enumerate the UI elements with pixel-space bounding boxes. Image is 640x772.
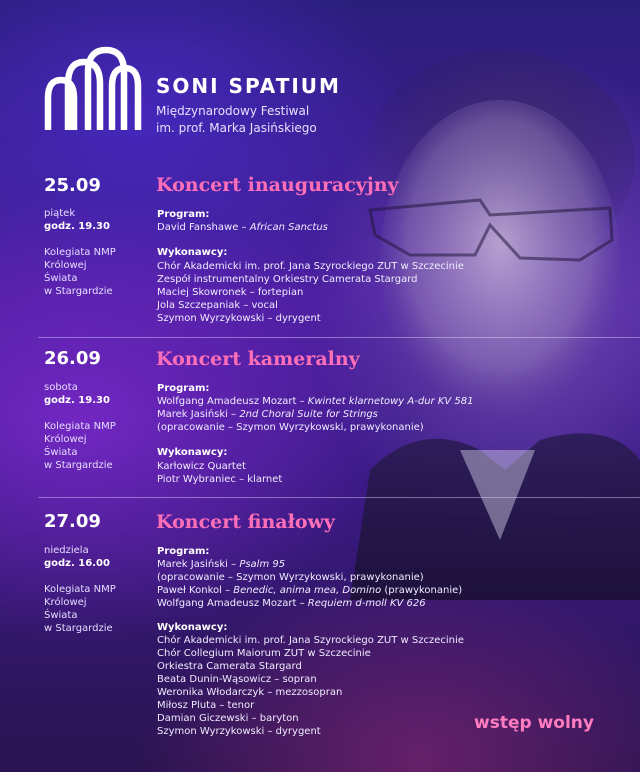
venue-line: Królowej <box>44 597 87 608</box>
performer-item: Jola Szczepaniak – vocal <box>157 300 278 311</box>
section-divider <box>38 337 640 338</box>
performer-item: Damian Giczewski – baryton <box>157 713 299 724</box>
program-label: Program: <box>157 383 210 394</box>
concert-date: 25.09 <box>44 175 101 196</box>
performers-label: Wykonawcy: <box>157 622 228 633</box>
program-item: Marek Jasiński – Psalm 95 <box>157 559 286 570</box>
program-label: Program: <box>157 209 210 220</box>
performers-list <box>157 260 464 325</box>
festival-subtitle <box>156 103 317 137</box>
performer-item: Zespół instrumentalny Orkiestry Camerata Stargard <box>157 274 418 285</box>
performer-item: Chór Akademicki im. prof. Jana Szyrockiego ZUT w Szczecinie <box>157 261 464 272</box>
concert-title: Koncert kameralny <box>156 348 360 370</box>
concert-day: sobota <box>44 382 78 393</box>
performer-item: Piotr Wybraniec – klarnet <box>157 474 283 485</box>
performers-label: Wykonawcy: <box>157 247 228 258</box>
festival-title: SONI SPATIUM <box>156 74 341 98</box>
section-divider <box>38 497 640 498</box>
concert-time: godz. 16.00 <box>44 558 110 569</box>
festival-logo <box>44 46 142 132</box>
program-list <box>157 221 328 234</box>
performer-item: Maciej Skowronek – fortepian <box>157 287 304 298</box>
performer-item: Orkiestra Camerata Stargard <box>157 661 302 672</box>
program-item: Wolfgang Amadeusz Mozart – Kwintet klarnetowy A-dur KV 581 <box>157 396 474 407</box>
concert-date: 26.09 <box>44 348 101 369</box>
concert-title: Koncert inauguracyjny <box>156 174 399 196</box>
venue-line: Królowej <box>44 434 87 445</box>
festival-subtitle-line-2: im. prof. Marka Jasińskiego <box>156 121 317 135</box>
performer-item: Karłowicz Quartet <box>157 461 246 472</box>
venue-line: w Stargardzie <box>44 286 113 297</box>
concert-time: godz. 19.30 <box>44 395 110 406</box>
concert-date: 27.09 <box>44 511 101 532</box>
venue-line: Świata <box>44 610 78 621</box>
concert-day: niedziela <box>44 545 89 556</box>
program-item: Paweł Konkol – Benedic, anima mea, Domino (prawykonanie) <box>157 585 463 596</box>
venue-line: w Stargardzie <box>44 460 113 471</box>
performer-item: Szymon Wyrzykowski – dyrygent <box>157 726 321 737</box>
program-list <box>157 558 462 610</box>
performer-item: Chór Collegium Maiorum ZUT w Szczecinie <box>157 648 371 659</box>
venue-line: Królowej <box>44 260 87 271</box>
performer-item: Szymon Wyrzykowski – dyrygent <box>157 313 321 324</box>
performers-list <box>157 634 464 738</box>
concert-venue <box>44 246 116 298</box>
venue-line: Kolegiata NMP <box>44 247 116 258</box>
venue-line: w Stargardzie <box>44 623 113 634</box>
performers-label: Wykonawcy: <box>157 447 228 458</box>
performer-item: Chór Akademicki im. prof. Jana Szyrockiego ZUT w Szczecinie <box>157 635 464 646</box>
festival-subtitle-line-1: Międzynarodowy Festiwal <box>156 104 310 118</box>
performer-item: Weronika Włodarczyk – mezzosopran <box>157 687 343 698</box>
program-item: (opracowanie – Szymon Wyrzykowski, prawykonanie) <box>157 572 424 583</box>
program-item: Marek Jasiński – 2nd Choral Suite for Strings <box>157 409 378 420</box>
venue-line: Kolegiata NMP <box>44 421 116 432</box>
venue-line: Świata <box>44 273 78 284</box>
concert-venue <box>44 420 116 472</box>
concert-day: piątek <box>44 208 76 219</box>
performer-item: Beata Dunin-Wąsowicz – sopran <box>157 674 317 685</box>
concert-venue <box>44 583 116 635</box>
program-list <box>157 395 474 434</box>
program-item: Wolfgang Amadeusz Mozart – Requiem d-moll KV 626 <box>157 598 426 609</box>
performers-list <box>157 460 282 486</box>
free-entry-label: wstęp wolny <box>474 713 594 733</box>
venue-line: Kolegiata NMP <box>44 584 116 595</box>
venue-line: Świata <box>44 447 78 458</box>
concert-title: Koncert finałowy <box>156 511 335 533</box>
program-item: David Fanshawe – African Sanctus <box>157 222 328 233</box>
performer-item: Miłosz Pluta – tenor <box>157 700 255 711</box>
program-item: (opracowanie – Szymon Wyrzykowski, prawykonanie) <box>157 422 424 433</box>
program-label: Program: <box>157 546 210 557</box>
concert-time: godz. 19.30 <box>44 221 110 232</box>
